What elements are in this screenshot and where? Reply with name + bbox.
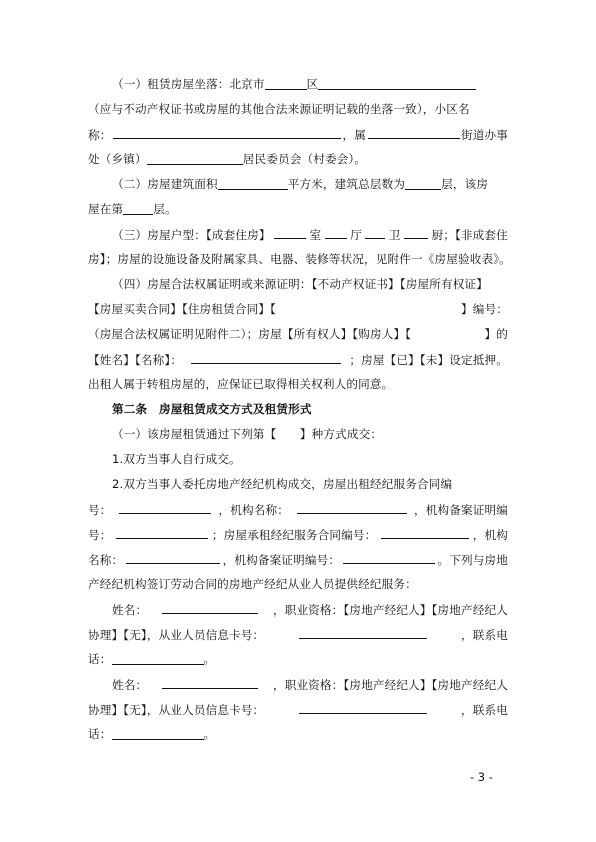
fill-in-blank[interactable]: [365, 226, 385, 239]
text-line: [112, 76, 508, 92]
text-segment: ，机构: [472, 528, 508, 542]
text-segment: ，职业资格：【房地产经纪人】【房地产经纪人: [272, 603, 508, 617]
text-segment: 姓名：: [112, 603, 148, 617]
text-segment: 话：: [88, 727, 112, 741]
text-segment: ，机构名称：: [218, 503, 289, 517]
text-line: [88, 726, 508, 742]
text-segment: 。: [203, 727, 216, 741]
text-segment: 号：: [88, 528, 112, 542]
text-segment: （应与不动产权证书或房屋的其他合法来源证明记载的坐落一致），小区名: [88, 102, 470, 116]
text-line: [112, 276, 508, 292]
text-segment: 】编号：: [461, 302, 508, 316]
text-segment: ，职业资格：【房地产经纪人】【房地产经纪人: [272, 678, 508, 692]
text-line: [112, 226, 508, 243]
fill-in-blank[interactable]: [343, 551, 435, 564]
text-segment: （二）房屋建筑面积: [112, 177, 218, 191]
text-line: [88, 351, 508, 368]
text-line: [112, 601, 508, 618]
text-segment: ；房屋【已】【未】设定抵押。: [349, 353, 508, 367]
fill-in-blank[interactable]: [162, 676, 258, 689]
fill-in-blank[interactable]: [123, 202, 153, 215]
text-line: [88, 101, 508, 117]
text-segment: 区: [306, 77, 319, 91]
text-line: [88, 701, 508, 718]
text-segment: 卫: [388, 228, 401, 242]
fill-in-blank[interactable]: [299, 701, 427, 714]
text-segment: 平方米，建筑总层数为: [287, 177, 406, 191]
text-segment: 协理】【无】，从业人员信息卡号：: [88, 628, 265, 642]
fill-in-blank[interactable]: [381, 526, 469, 539]
fill-in-blank[interactable]: [318, 77, 476, 90]
fill-in-blank[interactable]: [191, 351, 341, 364]
text-segment: ；房屋承租经纪服务合同编号：: [211, 528, 377, 542]
text-segment: 1.双方当事人自行成交。: [112, 452, 241, 466]
fill-in-blank[interactable]: [119, 501, 211, 514]
text-segment: 【房屋买卖合同】【住房租赁合同】【: [88, 302, 277, 316]
text-line: [112, 451, 508, 467]
fill-in-blank[interactable]: [112, 652, 204, 665]
text-segment: 。: [203, 652, 216, 666]
text-line: [88, 126, 508, 143]
text-line: [88, 376, 508, 392]
text-line: [88, 501, 508, 518]
text-segment: 协理】【无】，从业人员信息卡号：: [88, 703, 265, 717]
text-segment: 号：: [88, 503, 112, 517]
text-segment: （一）租赁房屋坐落：北京市: [112, 77, 265, 91]
text-segment: 屋在第: [88, 202, 124, 216]
text-segment: 姓名：: [112, 678, 148, 692]
text-segment: 称：: [88, 128, 112, 142]
text-segment: 话：: [88, 652, 112, 666]
fill-in-blank[interactable]: [325, 226, 347, 239]
text-line: [88, 626, 508, 643]
fill-in-blank[interactable]: [112, 727, 204, 740]
text-segment: ，机构备案证明编号：: [222, 553, 341, 567]
text-segment: 。下列与房地: [437, 553, 508, 567]
text-line: [88, 326, 508, 342]
text-line: [112, 476, 508, 492]
text-segment: 层，该房: [441, 177, 489, 191]
fill-in-blank[interactable]: [404, 226, 428, 239]
fill-in-blank[interactable]: [368, 126, 460, 139]
text-segment: 出租人属于转租房屋的，应保证已取得相关权利人的同意。: [88, 377, 394, 391]
text-line: [112, 176, 508, 192]
fill-in-blank[interactable]: [265, 77, 307, 90]
text-segment: ，机构备案证明编: [414, 503, 508, 517]
text-line: [88, 526, 508, 543]
fill-in-blank[interactable]: [113, 126, 341, 139]
text-segment: 厨；【非成套住: [431, 228, 508, 242]
fill-in-blank[interactable]: [274, 226, 306, 239]
text-segment: 【姓名】【名称】：: [88, 353, 183, 367]
fill-in-blank[interactable]: [116, 526, 208, 539]
text-segment: 2.双方当事人委托房地产经纪机构成交，房屋出租经纪服务合同编: [112, 477, 453, 491]
text-line: [88, 551, 508, 568]
text-line: [88, 576, 508, 592]
text-segment: 层。: [153, 202, 177, 216]
text-segment: ，属: [342, 128, 366, 142]
text-segment: 产经纪机构签订劳动合同的房地产经纪从业人员提供经纪服务：: [88, 577, 417, 591]
fill-in-blank[interactable]: [218, 177, 288, 190]
text-segment: （四）房屋合法权属证明或来源证明：【不动产权证书】【房屋所有权证】: [112, 277, 488, 291]
text-segment: （房屋合法权属证明见附件二）；房屋【所有权人】【购房人】【: [88, 327, 412, 341]
text-segment: 街道办事: [461, 128, 508, 142]
text-segment: 】的: [484, 327, 508, 341]
text-line: [88, 301, 508, 317]
text-segment: ，联系电: [461, 628, 508, 642]
text-line: [88, 251, 511, 267]
text-line: [88, 651, 508, 667]
text-segment: 名称：: [88, 553, 124, 567]
text-segment: 厅: [350, 228, 362, 242]
fill-in-blank[interactable]: [405, 177, 441, 190]
text-segment: 处（乡镇）: [88, 152, 147, 166]
text-line: [88, 201, 508, 217]
fill-in-blank[interactable]: [299, 626, 427, 639]
fill-in-blank[interactable]: [162, 601, 258, 614]
text-segment: 室: [309, 228, 322, 242]
text-segment: ，联系电: [461, 703, 508, 717]
text-line: [112, 676, 508, 693]
fill-in-blank[interactable]: [126, 551, 220, 564]
text-segment: 第二条 房屋租赁成交方式及租赁形式: [112, 402, 312, 416]
text-segment: 居民委员会（村委会）。: [242, 152, 367, 166]
fill-in-blank[interactable]: [297, 501, 407, 514]
text-line: [88, 151, 508, 167]
page-number: - 3 -: [470, 770, 493, 784]
text-line: [112, 426, 508, 442]
text-segment: （三）房屋户型：【成套住房】: [112, 228, 271, 242]
section-heading: [112, 401, 508, 417]
text-segment: 房】；房屋的设施设备及附属家具、电器、装修等状况，见附件一《房屋验收表》。: [88, 252, 511, 266]
text-segment: （一）该房屋租赁通过下列第【 】种方式成交：: [112, 427, 383, 441]
fill-in-blank[interactable]: [147, 152, 243, 165]
